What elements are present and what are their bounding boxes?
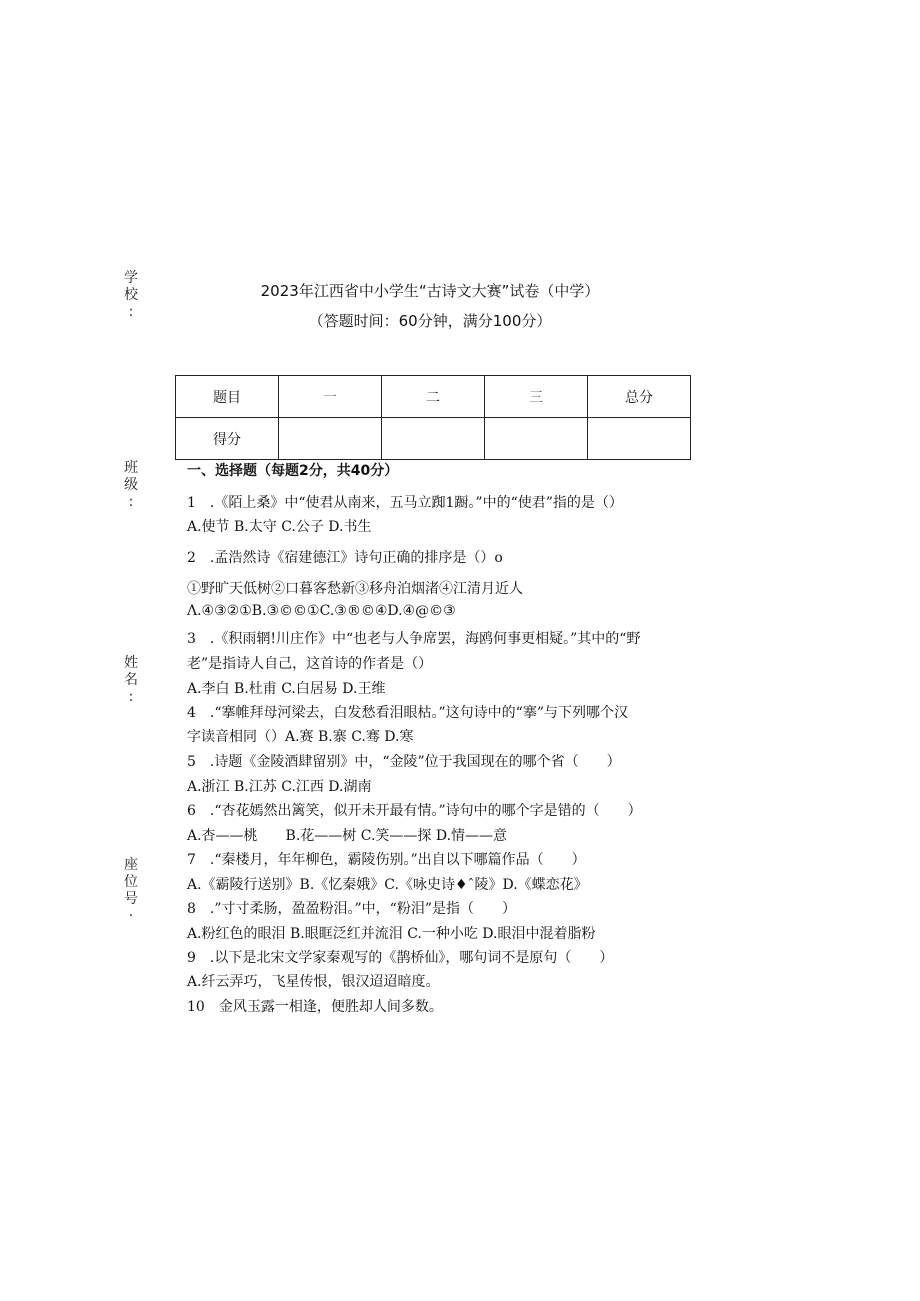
school-label-char: 校 — [124, 287, 138, 303]
question-line: 6 .“杏花嫣然出篱笑，似开未开最有情。”诗句中的哪个字是错的（ ） — [187, 803, 642, 819]
seat-label-char: 号 — [124, 891, 138, 907]
question-line: A.李白 B.杜甫 C.白居易 D.王维 — [187, 681, 386, 697]
question-line: 2 .孟浩然诗《宿建德江》诗句正确的排序是（）o — [187, 550, 503, 566]
score-table — [175, 375, 691, 460]
score-header-cell: 二 — [382, 376, 485, 418]
question-line: A.纤云弄巧，飞星传恨，银汉迢迢暗度。 — [187, 974, 440, 990]
score-header-cell: 三 — [485, 376, 588, 418]
question-line: 1 .《陌上桑》中“使君从南来，五马立踟1蹰。”中的“使君”指的是（） — [187, 495, 623, 511]
class-label-char: : — [128, 494, 134, 510]
class-label — [120, 460, 142, 511]
score-table-header-row — [176, 376, 691, 418]
question-line: A.粉红色的眼泪 B.眼眶泛红并流泪 C.一种小吃 D.眼泪中混着脂粉 — [187, 926, 596, 942]
question-line: Λ.④③②①B.③©©①C.③®©④D.④@©③ — [187, 603, 456, 619]
name-label-char: : — [128, 689, 134, 705]
section-heading: 一、选择题（每题2分，共40分） — [187, 463, 399, 479]
score-entry-cell[interactable] — [279, 418, 382, 460]
question-line: 7 .“秦楼月，年年柳色，霸陵伤别。”出自以下哪篇作品（ ） — [187, 852, 586, 868]
exam-title: 2023年江西省中小学生“古诗文大赛”试卷（中学） — [260, 282, 600, 300]
name-label — [120, 655, 142, 706]
question-line: A.杏——桃 B.花——树 C.笑——探 D.情——意 — [187, 828, 508, 844]
question-line: 10 金风玉露一相逢，便胜却人间多数。 — [187, 999, 443, 1015]
question-line: ①野旷天低树②口暮客愁新③移舟泊烟渚④江清月近人 — [187, 581, 523, 597]
name-label-char: 姓 — [124, 655, 138, 671]
score-entry-cell[interactable] — [382, 418, 485, 460]
score-header-cell: 总分 — [588, 376, 691, 418]
question-line: A.浙江 B.江苏 C.江西 D.湖南 — [187, 779, 372, 795]
question-line: 4 .“搴帷拜母河梁去，白发愁看泪眼枯。”这句诗中的“搴”与下列哪个汉 — [187, 705, 628, 721]
class-label-char: 班 — [124, 460, 138, 476]
question-line: 8 .”寸寸柔肠，盈盈粉泪。”中，“粉泪”是指（ ） — [187, 901, 516, 917]
question-line: A.《霸陵行送别》B.《忆秦娥》C.《咏史诗♦ˆ陵》D.《蝶恋花》 — [187, 877, 588, 893]
question-line: 5 .诗题《金陵酒肆留别》中，“金陵”位于我国现在的哪个省（ ） — [187, 754, 621, 770]
question-line: 老”是指诗人自己，这首诗的作者是（） — [187, 656, 433, 672]
seat-label-char: 座 — [124, 857, 138, 873]
exam-subtitle: （答题时间：60分钟，满分100分） — [308, 312, 552, 330]
school-label-char: : — [128, 304, 134, 320]
school-label-char: 学 — [124, 270, 138, 286]
seat-label-char: 位 — [124, 874, 138, 890]
class-label-char: 级 — [124, 477, 138, 493]
question-line: A.使节 B.太守 C.公子 D.书生 — [187, 519, 372, 535]
seat-label-char: · — [128, 908, 134, 924]
score-entry-cell[interactable] — [588, 418, 691, 460]
question-line: 9 .以下是北宋文学家秦观写的《鹊桥仙》，哪句词不是原句（ ） — [187, 950, 614, 966]
question-line: 字读音相同（）A.赛 B.寨 C.骞 D.寒 — [187, 729, 414, 745]
question-line: 3 .《积雨辋!川庄作》中“也老与人争席罢，海鸥何事更相疑。”其中的“野 — [187, 631, 641, 647]
score-table-score-row — [176, 418, 691, 460]
seat-label — [120, 857, 142, 925]
score-row-label: 得分 — [176, 418, 279, 460]
score-header-cell: 题目 — [176, 376, 279, 418]
score-entry-cell[interactable] — [485, 418, 588, 460]
score-header-cell: 一 — [279, 376, 382, 418]
name-label-char: 名 — [124, 672, 138, 688]
